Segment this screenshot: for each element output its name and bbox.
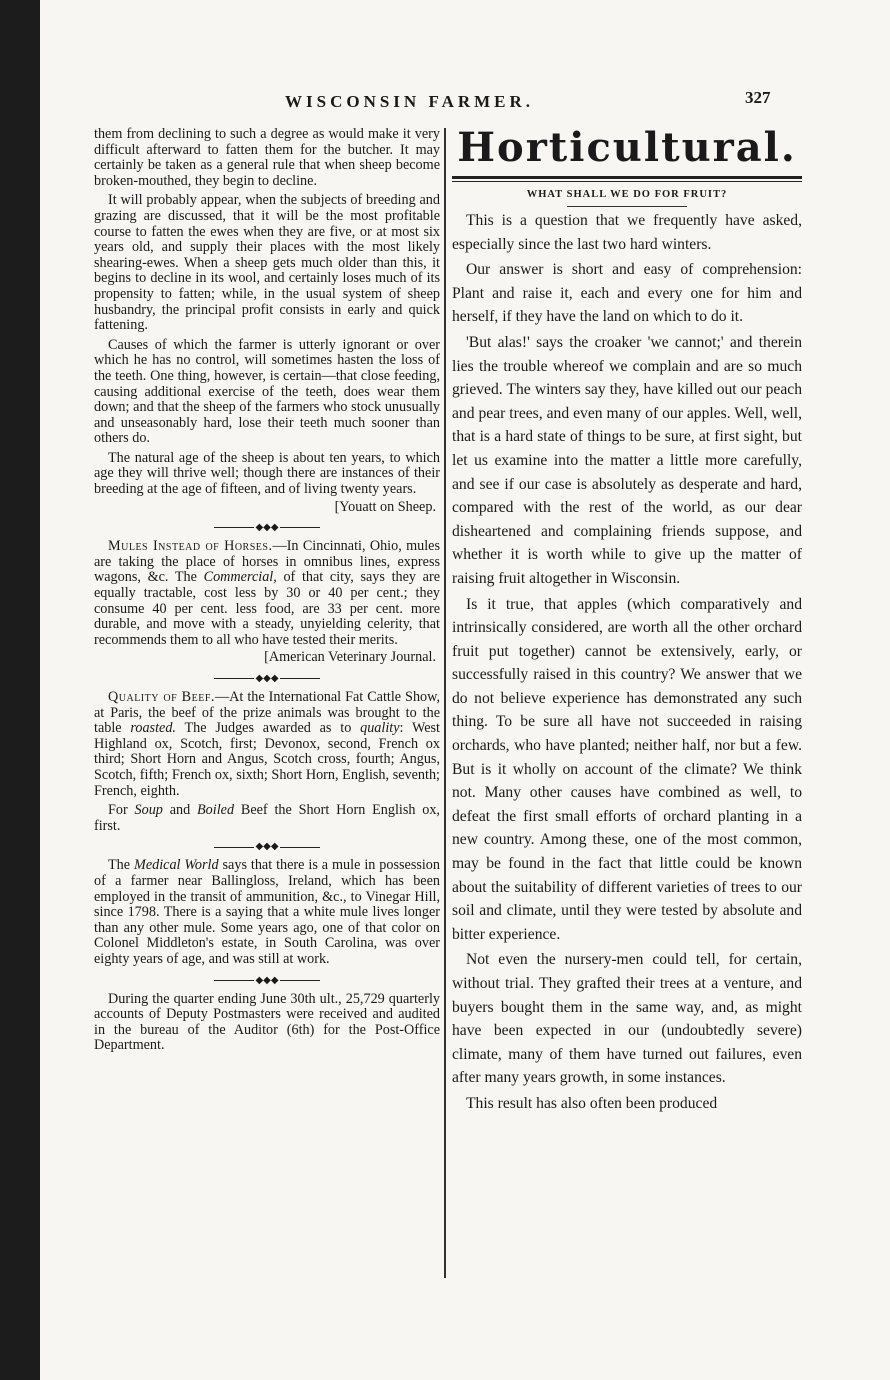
left-column [94,127,440,1054]
paragraph: Our answer is short and easy of comprehension: Plant and raise it, each and every one for him and herself, if they have the land on which to do it. [452,261,802,326]
section-title: Horticultural. [457,124,797,171]
paragraph: Causes of which the farmer is utterly ignorant or over which he has no control, will sometimes hasten the loss of the teeth. One thing, however, is certain—that close feeding, causing additional exercise of the teeth, does wear them down; and that the sheep of the farmers who stock unusually and unseasonably hard, lose their teeth much sooner than others do. [94,336,440,447]
paragraph: 'But alas!' says the croaker 'we cannot;' and therein lies the trouble whereof we complain and are so much grieved. The winters say they, have killed out our peach and pear trees, and even many of our apples. Well, well, that is a hard state of things to be sure, at first sight, but let us examine into the matter a little more carefully, and see if our case is absolutely as desperate and hard, compared with the rest of the world, as our dear disheartened and complaining friends suppose, and whether it is worth while to give up the matter of raising fruit altogether in Wisconsin. [452,333,802,587]
article-mule: The Medical World says that there is a mule in possession of a farmer near Ballingloss, Ireland, which has been employed in the transit of ammunition, &c., to Vinegar Hill, since 1798. There is a saying that a white mule lives longer than any other mule. Some years ago, one of that color on Colonel Middleton's estate, in South Carolina, was over eighty years of age, and was still at work. [94,857,440,967]
page [40,0,890,1380]
separator-ornament: ◆◆◆ [94,976,440,986]
article-heading: Quality of Beef. [108,689,215,705]
paragraph: Is it true, that apples (which comparatively and intrinsically considered, are worth all the other orchard fruit put together) cannot be extensively, early, or successfully raised in this country? We answer that we do not believe experience has demonstrated any such thing. To be sure all have not succeeded in raising orchards, who have planted; neither half, nor but a few. But is it wholly on account of the climate? We think not. Many other causes have combined as well, to defeat the first small efforts of orchard planting in a new country. Among these, one of the most common, may be found in the fact that little could be known about the suitability of different varieties of trees to our soil and climate, until they were tested by absolute and bitter experience. [452,595,802,943]
running-title: WISCONSIN FARMER. [285,92,535,111]
heading-rule [567,206,687,207]
right-column [452,120,802,1116]
paragraph: Not even the nursery-men could tell, for certain, without trial. They grafted their trees at a venture, and buyers bought them in the same way, and, as might have been expected in our (undoubtedly severe) climate, many of them have turned out failures, even after many years growth, in some instances. [452,951,802,1087]
paragraph: This result has also often been produced [466,1094,718,1112]
paragraph: This is a question that we frequently have asked, especially since the last two hard winters. [452,212,802,253]
separator-ornament: ◆◆◆ [94,523,440,533]
article-post-office: During the quarter ending June 30th ult., 25,729 quarterly accounts of Deputy Postmasters were received and audited in the bureau of the Auditor (6th) for the Post-Office Department. [94,990,440,1054]
attribution: [Youatt on Sheep. [334,498,436,515]
attribution: [American Veterinary Journal. [264,649,436,666]
article-mules: Mules Instead of Horses.—In Cincinnati, Ohio, mules are taking the place of horses in omnibus lines, express wagons, &c. The Commercial, of that city, says they are equally tractable, cost less by 30 or 40 per cent.; they consume 40 per cent. less food, are 33 per cent. more durable, and move with a steady, unyielding celerity, that recommends them to all who have tested their merits. [94,538,441,648]
paragraph: them from declining to such a degree as would make it very difficult afterward to fatten them for the butcher. It may certainly be taken as a general rule that when sheep become broken-mouthed, they begin to decline. [94,126,440,189]
paragraph: It will probably appear, when the subjects of breeding and grazing are discussed, that it will be the most profitable course to fatten the ewes when they are five, or at most six years old, and supply their places with the most likely shearing-ewes. When a sheep gets much older than this, it begins to decline in its wool, and certainly loses much of its propensity to fatten; while, in the usual system of sheep husbandry, the principal profit consists in early and quick fattening. [94,192,440,334]
article-heading: Mules Instead of Horses. [108,538,273,555]
article-beef: Quality of Beef.—At the International Fat Cattle Show, at Paris, the beef of the prize animals was brought to the table roasted. The Judges awarded as to quality: West Highland ox, Scotch, first; Devonox, second, French ox third; Short Horn and Angus, Scotch cross, fourth; Angus, Scotch, fifth; French ox, sixth; Short Horn, English, seventh; French, eighth. [94,689,441,799]
paragraph: For Soup and Boiled Beef the Short Horn English ox, first. [94,802,440,834]
paragraph: The natural age of the sheep is about ten years, to which age they will thrive well; though there are instances of their breeding at the age of fifteen, and of living twenty years. [94,449,440,498]
article-heading: WHAT SHALL WE DO FOR FRUIT? [526,189,728,200]
page-number: 327 [745,88,771,107]
section-rule [452,176,802,182]
separator-ornament: ◆◆◆ [94,842,440,852]
column-divider [444,128,446,1278]
separator-ornament: ◆◆◆ [94,674,440,684]
